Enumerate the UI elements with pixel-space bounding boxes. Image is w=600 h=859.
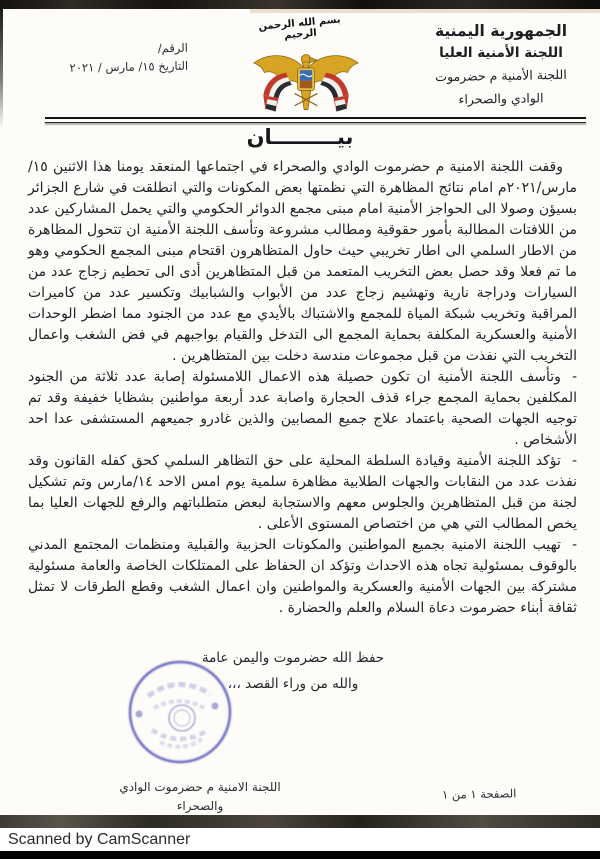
number-label: الرقم/ [157, 40, 188, 56]
bullet-casualties-text: وتأسف اللجنة الأمنية ان تكون حصيلة هذه الاعمال اللامسئولة إصابة عدد ثلاثة من الجنود المكلفين بحماية المجمع جراء قذف الحجارة واصابة عدد أربعة مواطنين بشظايا خفيفة وقد تم توجيه الجهات الصحية باعتماد علاج جميع المصابين والذين غادرو جميعهم المستشفى عدا احد الأشخاص . [28, 369, 577, 448]
bottom-black-strip [0, 851, 600, 859]
scan-top-edge [0, 0, 600, 9]
statement-body [28, 157, 577, 619]
org-line-supreme-committee: اللجنة الأمنية العليا [439, 45, 563, 61]
footer-org-line: اللجنة الامنية م حضرموت الوادي والصحراء [119, 780, 281, 813]
closing-line-1: حفظ الله حضرموت واليمن عامة [201, 650, 385, 666]
page-number: الصفحة ١ من ١ [441, 786, 517, 802]
issuing-authority-block [412, 20, 590, 110]
scan-edge-tint [250, 9, 600, 13]
document-number-date-block [36, 39, 189, 78]
bismillah-calligraphy: بسم الله الرحمن الرحيم [257, 14, 342, 42]
date-line: التاريخ ١٥/ مارس / ٢٠٢١ [69, 58, 189, 75]
yemen-eagle-emblem [243, 46, 369, 120]
bullet-public-appeal-text: تهيب اللجنة الامنية بجميع المواطنين والمكونات الحزبية والقبلية ومنظمات المجتمع المدني بالوقوف بمسئولية تجاه هذه الاحداث وتؤكد ان الحفاظ على الممتلكات الخاصة والعامة مسئولية مشتركة بين الجهات الأمنية والعسكرية والمواطنين وان اعمال الشغب وقطع الطرقات لا تمثل ثقافة أبناء حضرموت دعاة السلام والعلم والحضارة . [28, 537, 577, 616]
camscanner-credit: Scanned by CamScanner [8, 831, 191, 848]
bullet-dash: - [571, 453, 577, 469]
bullet-right-to-protest [28, 451, 577, 535]
camscanner-bar [0, 828, 600, 851]
statement-title: بيـــــــــان [246, 125, 354, 149]
official-round-stamp [122, 656, 238, 772]
org-line-valley-desert: الوادي والصحراء [458, 90, 544, 107]
bullet-dash: - [571, 369, 577, 385]
opening-paragraph: وقفت اللجنة الامنية م حضرموت الوادي والصحراء في اجتماعها المنعقد يومنا هذا الاثنين ١٥/مارس/٢٠٢١م امام نتائج المظاهرة التي نظمتها بعض المكونات والتي انطلقت في شارع الجزائر بسيؤن وصولا الى الحواجز الأمنية امام مبنى مجمع الدوائر الحكومي والتي يحمل المشاركين عدد من اللافتات المطالبة بأمور حقوقية ومطالب مشروعة وتأسف اللجنة الأمنية ان تتحول المظاهرة من الاطار السلمي الى اطار تخريبي حيث حاول المتظاهرون اقتحام مبنى المجمع الحكومي وهو ما تم فعلا وقد حصل بعض التخريب المتعمد من قبل المتظاهرين أدى الى تحطيم زجاج عدد من السيارات ودراجة نارية وتهشيم زجاج عدد من الأبواب والشبابيك وتكسير عدد من كاميرات المراقبة وتخريب شبكة المياة للمجمع والاشتباك بالأيدي مع عدد من الجنود مما اضطر الوحدات الأمنية والعسكرية المكلفة بحماية المجمع الى التدخل والقيام بواجبهم في فض الشغب واعمال التخريب التي نفذت من قبل مجموعات مندسة دخلت بين المتظاهرين . [28, 159, 577, 364]
org-line-republic: الجمهورية اليمنية [434, 22, 568, 40]
org-line-hadhramaut-committee: اللجنة الأمنية م حضرموت [435, 66, 567, 85]
bullet-right-to-protest-text: تؤكد اللجنة الأمنية وقيادة السلطة المحلية على حق التظاهر السلمي كحق كفله القانون وقد نفذت عدد من النقابات والجهات الطلابية مظاهرة سلمية يوم امس الاحد ١٤/مارس وتم تشكيل لجنة من قبل المتظاهرين والجلوس معهم والاستجابة لبعض متطلباتهم والرفع للجهات العليا بما يخص المطالب التي هي من اختصاص المستوى الأعلى . [28, 453, 578, 532]
stamp-left-dot [136, 711, 143, 718]
scan-left-edge [0, 9, 3, 129]
closing-line-2: والله من وراء القصد ،،، [227, 676, 359, 692]
scan-bottom-edge [0, 815, 600, 828]
bullet-casualties [28, 367, 577, 451]
header-divider-rule [45, 117, 586, 123]
stamp-right-dot [212, 703, 219, 710]
bullet-dash: - [571, 537, 577, 553]
bullet-public-appeal [28, 535, 577, 619]
